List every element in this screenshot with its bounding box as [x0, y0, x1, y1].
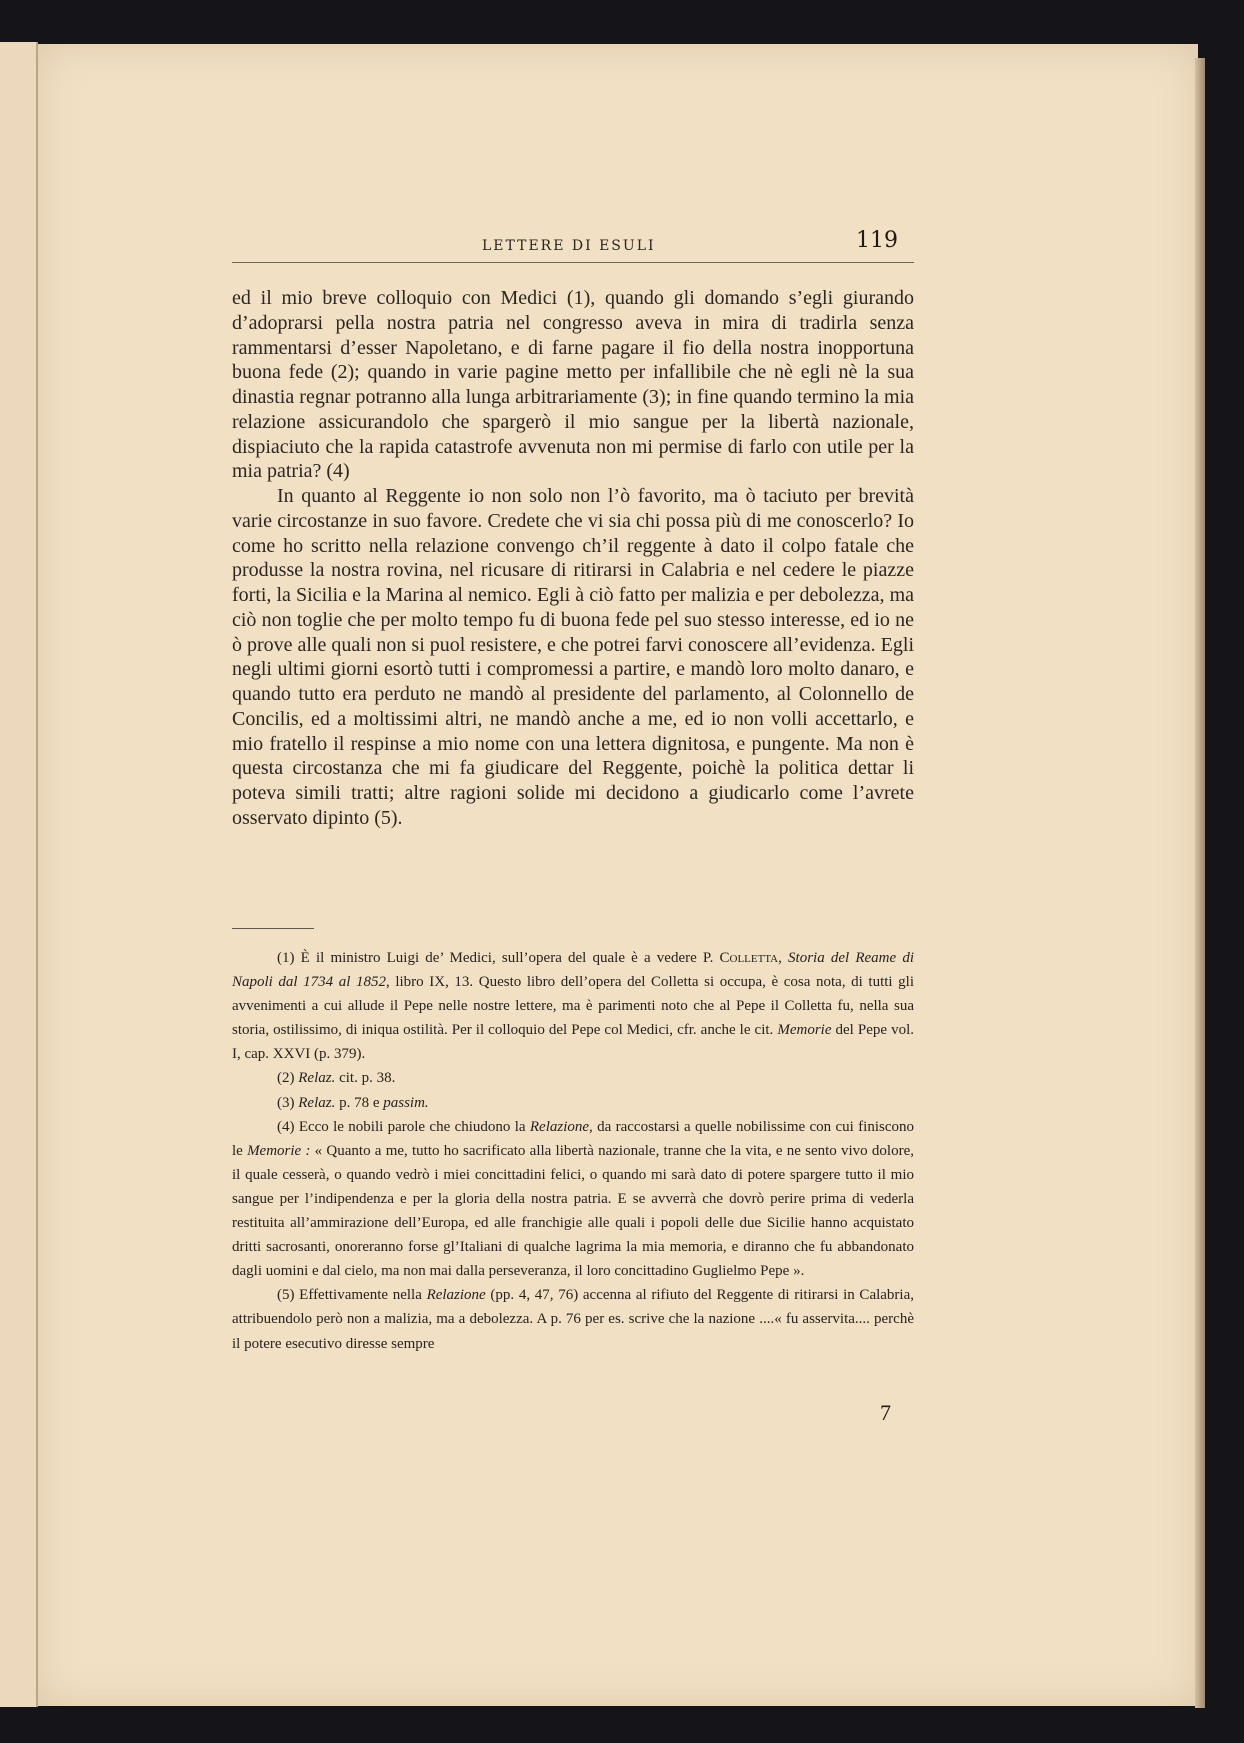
signature-mark: 7	[880, 1400, 891, 1425]
left-page-edge	[0, 42, 38, 1707]
footnotes	[232, 946, 914, 1356]
running-head	[232, 228, 914, 263]
footnote-5: (5) Effettivamente nella Relazione (pp. 4, 47, 76) accenna al rifiuto del Reggente di ritirarsi in Calabria, attribuendolo però non a malizia, ma a debolezza. A p. 76 per es. scrive che la nazione ....« fu asservita.... perchè il potere esecutivo diresse sempre	[232, 1287, 914, 1352]
paragraph: ed il mio breve colloquio con Medici (1), quando gli domando s’egli giurando d’adoprarsi pella nostra patria nel congresso aveva in mira di tradirla senza rammentarsi d’esser Napoletano, e di farne pagare il fio della nostra inopportuna buona fede (2); quando in varie pagine metto per infallibile che nè egli nè la sua dinastia regnar potranno alla lunga arbitrariamente (3); in fine quando termino la mia relazione assicurandolo che spargerò il mio sangue per la libertà nazionale, dispiaciuto che la rapida catastrofe avvenuta non mi permise di farlo con utile per la mia patria? (4)	[232, 287, 914, 483]
page-fore-edge	[1195, 58, 1205, 1708]
paragraph: In quanto al Reggente io non solo non l’ò favorito, ma ò taciuto per brevità varie circostanze in suo favore. Credete che vi sia chi possa più di me conoscerlo? Io come ho scritto nella relazione convengo ch’il reggente à dato il colpo fatale che produsse la nostra rovina, nel ricusare di ritirarsi in Calabria e nel cedere le piazze forti, la Sicilia e la Marina al nemico. Egli à ciò fatto per malizia e per debolezza, ma ciò non toglie che per molto tempo fu di buona fede pel suo stesso interesse, ed io ne ò prove alle quali non si puol resistere, e che potrei farvi conoscere all’evidenza. Egli negli ultimi giorni esortò tutti i compromessi a partire, e mandò loro molto danaro, e quando tutto era perduto ne mandò al presidente del parlamento, al Colonnello de Concilis, ed a moltissimi altri, ne mandò anche a me, ed io non volli accettarlo, e mio fratello il respinse a mio nome con una lettera dignitosa, e pungente. Ma non è questa circostanza che mi fa giudicare del Reggente, poichè la politica dettar li poteva simili tratti; altre ragioni solide mi decidono a giudicarlo come l’avrete osservato dipinto (5).	[232, 485, 914, 829]
footnote-rule	[232, 928, 314, 929]
footnote-3: (3) Relaz. p. 78 e passim.	[277, 1094, 429, 1111]
main-text	[232, 286, 914, 831]
footnote-4: (4) Ecco le nobili parole che chiudono la Relazione, da raccostarsi a quelle nobilissime con cui finiscono le Memorie : « Quanto a me, tutto ho sacrificato alla libertà nazionale, tranne che la vita, e ne sento vivo dolore, il quale cesserà, o quando vedrò i miei concittadini felici, o quando mi sarà dato di potere spargere tutto il mio sangue per l’indipendenza e per la gloria della nostra patria. E se avverrà che dovrò perire prima di vederla restituita all’ammirazione dell’Europa, ed alle franchigie alle quali i popoli delle due Sicilie hanno acquistato dritti sacrosanti, onoreranno forse gl’Italiani di qualche lagrima la mia memoria, e diranno che fu abbandonato dagli uomini e dal cielo, ma non mai dalla perseveranza, il loro concittadino Guglielmo Pepe ».	[232, 1118, 914, 1280]
page-number: 119	[856, 228, 898, 253]
running-title: LETTERE DI ESULI	[482, 238, 656, 254]
footnote-1: (1) È il ministro Luigi de’ Medici, sull’opera del quale è a vedere P. Colletta, Storia del Reame di Napoli dal 1734 al 1852, libro IX, 13. Questo libro dell’opera del Colletta si occupa, è cosa nota, di tutti gli avvenimenti a cui allude il Pepe nelle nostre lettere, ma è parimenti noto che al Pepe il Colletta fu, nella sua storia, ostilissimo, di iniqua ostilità. Per il colloquio del Pepe col Medici, cfr. anche le cit. Memorie del Pepe vol. I, cap. XXVI (p. 379).	[232, 950, 915, 1063]
footnote-2: (2) Relaz. cit. p. 38.	[277, 1070, 396, 1087]
